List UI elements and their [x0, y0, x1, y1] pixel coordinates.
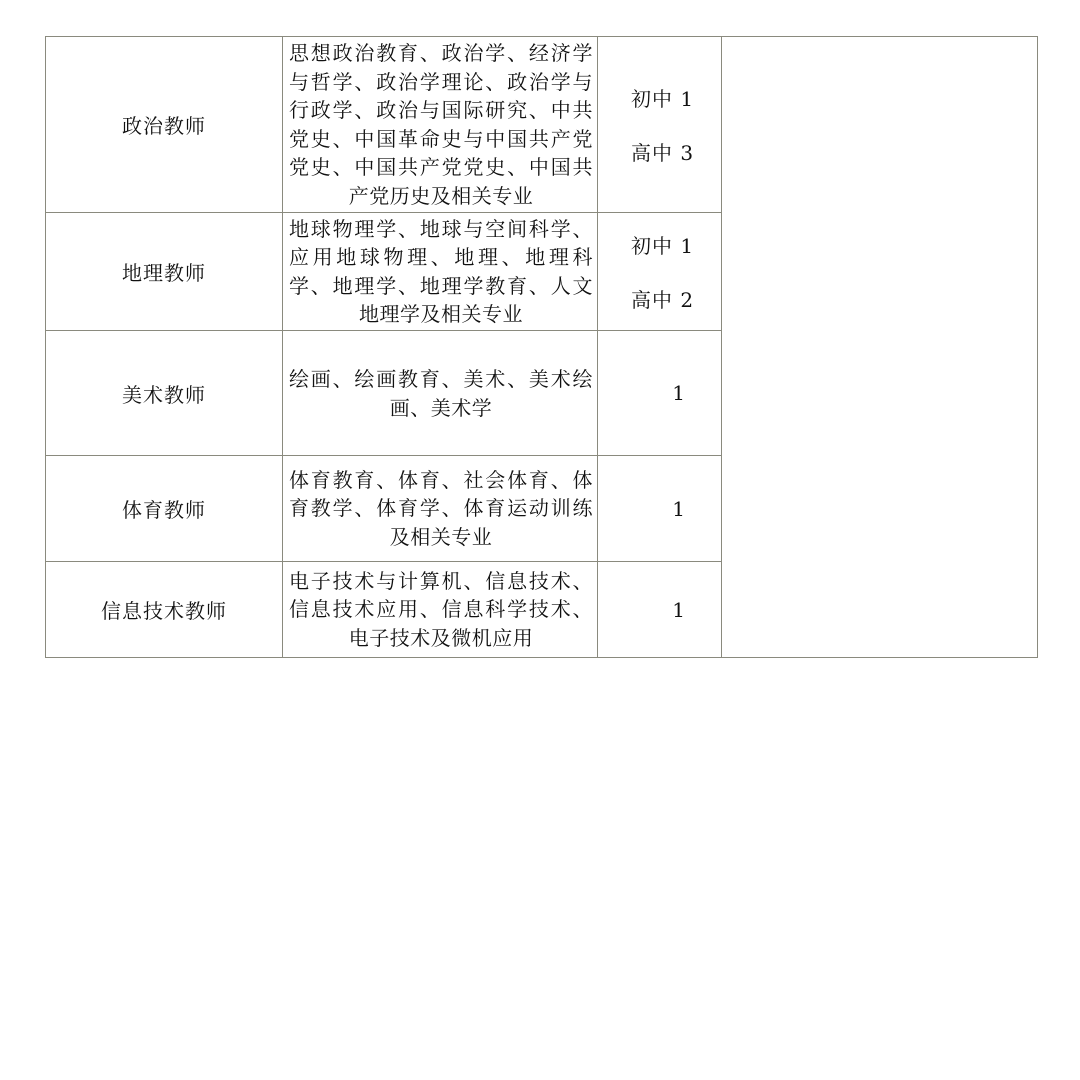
post-cell: 政治教师: [46, 37, 283, 213]
major-cell: 体育教育、体育、社会体育、体育教学、体育学、体育运动训练及相关专业: [283, 456, 598, 562]
major-cell: 绘画、绘画教育、美术、美术绘画、美术学: [283, 331, 598, 456]
count-cell: [598, 562, 722, 658]
count-junior: 初中 1: [631, 234, 695, 258]
post-cell: 体育教师: [46, 456, 283, 562]
post-cell: 美术教师: [46, 331, 283, 456]
post-cell: 信息技术教师: [46, 562, 283, 658]
count-senior: 高中 3: [631, 141, 695, 165]
count-junior: 初中 1: [631, 87, 695, 111]
count-cell: [598, 37, 722, 213]
count-cell: [598, 456, 722, 562]
major-cell: 思想政治教育、政治学、经济学与哲学、政治学理论、政治学与行政学、政治与国际研究、中共党史、中国革命史与中国共产党党史、中国共产党党史、中国共产党历史及相关专业: [283, 37, 598, 213]
count-value: 1: [672, 597, 685, 622]
count-cell: [598, 331, 722, 456]
major-cell: 地球物理学、地球与空间科学、应用地球物理、地理、地理科学、地理学、地理学教育、人文地理学及相关专业: [283, 213, 598, 331]
count-senior: 高中 2: [631, 288, 695, 312]
major-cell: 电子技术与计算机、信息技术、信息技术应用、信息科学技术、电子技术及微机应用: [283, 562, 598, 658]
notes-cell: [722, 37, 1038, 658]
post-cell: 地理教师: [46, 213, 283, 331]
count-value: 1: [672, 496, 685, 521]
recruitment-table: [45, 36, 1038, 658]
table-row: [46, 37, 1038, 213]
count-value: 1: [672, 381, 685, 405]
count-cell: [598, 213, 722, 331]
recruitment-table-page: [45, 36, 1037, 658]
